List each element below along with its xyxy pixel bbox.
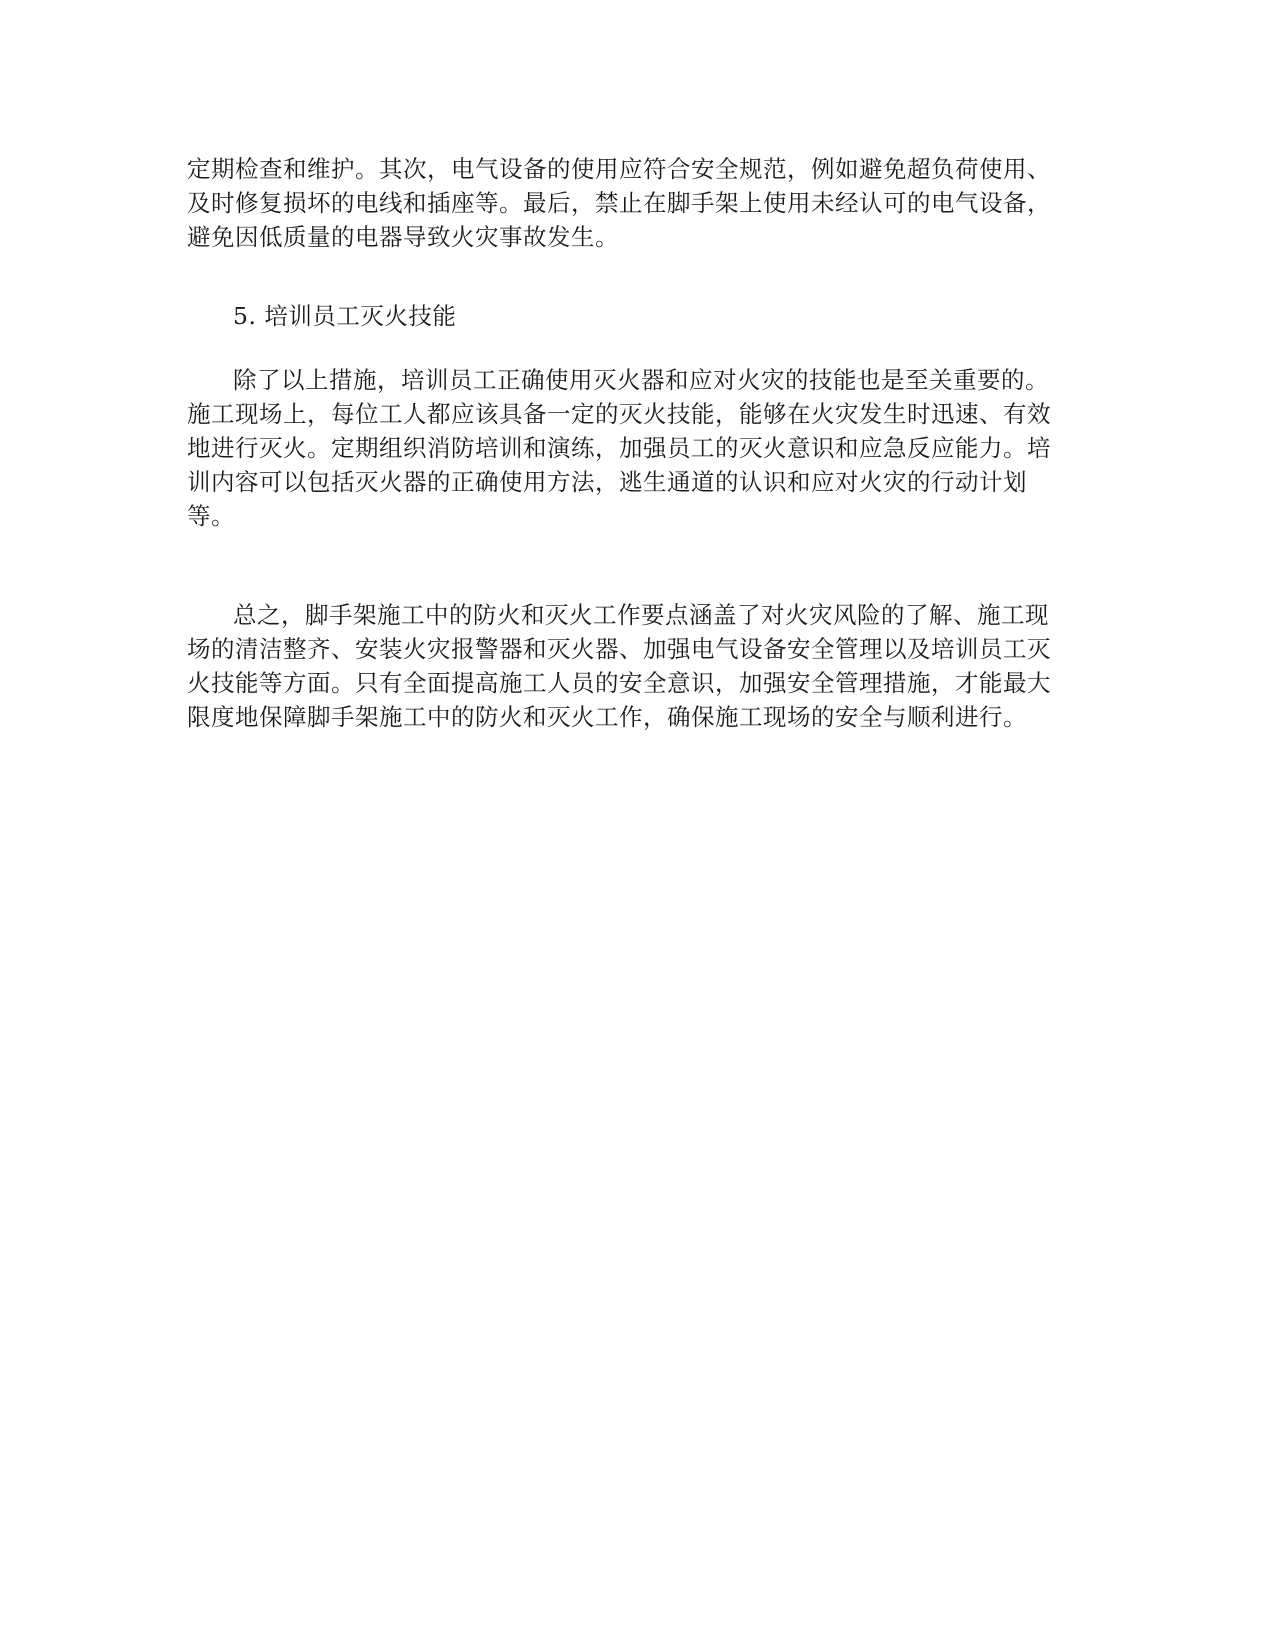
paragraph-training xyxy=(187,363,1087,533)
paragraph-line: 施工现场上，每位工人都应该具备一定的灭火技能，能够在火灾发生时迅速、有效 xyxy=(187,400,1051,428)
paragraph-line: 除了以上措施，培训员工正确使用灭火器和应对火灾的技能也是至关重要的。 xyxy=(233,366,1049,394)
section-heading-text: 5. 培训员工灭火技能 xyxy=(233,302,457,330)
paragraph-line: 等。 xyxy=(187,502,235,530)
paragraph-line: 避免因低质量的电器导致火灾事故发生。 xyxy=(187,223,619,251)
paragraph-line: 定期检查和维护。其次，电气设备的使用应符合安全规范，例如避免超负荷使用、 xyxy=(187,155,1051,183)
paragraph-line: 地进行灭火。定期组织消防培训和演练，加强员工的灭火意识和应急反应能力。培 xyxy=(187,434,1051,462)
paragraph-electrical-safety xyxy=(187,152,1087,254)
paragraph-line: 训内容可以包括灭火器的正确使用方法，逃生通道的认识和应对火灾的行动计划 xyxy=(187,468,1027,496)
section-heading xyxy=(187,299,1087,333)
paragraph-line: 及时修复损坏的电线和插座等。最后，禁止在脚手架上使用未经认可的电气设备， xyxy=(187,189,1051,217)
paragraph-line: 场的清洁整齐、安装火灾报警器和灭火器、加强电气设备安全管理以及培训员工灭 xyxy=(187,635,1051,663)
paragraph-line: 火技能等方面。只有全面提高施工人员的安全意识，加强安全管理措施，才能最大 xyxy=(187,669,1051,697)
paragraph-line: 总之，脚手架施工中的防火和灭火工作要点涵盖了对火灾风险的了解、施工现 xyxy=(233,601,1049,629)
paragraph-line: 限度地保障脚手架施工中的防火和灭火工作，确保施工现场的安全与顺利进行。 xyxy=(187,703,1027,731)
paragraph-summary xyxy=(187,598,1087,734)
